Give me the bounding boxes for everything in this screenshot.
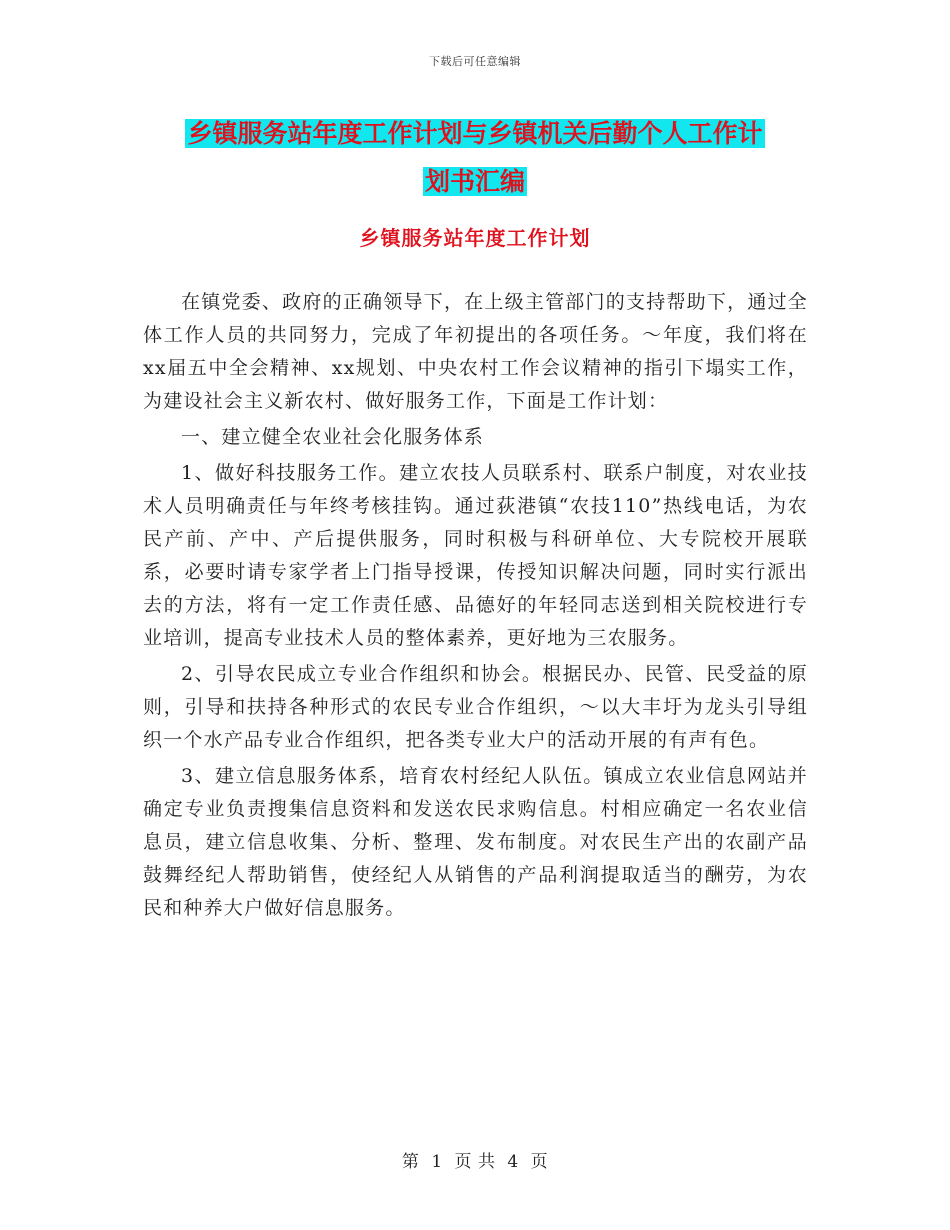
- paragraph-intro: 在镇党委、政府的正确领导下，在上级主管部门的支持帮助下，通过全体工作人员的共同努力，完成了年初提出的各项任务。～年度，我们将在xx届五中全会精神、xx规划、中央农村工作会议精神的指引下塌实工作，为建设社会主义新农村、做好服务工作，下面是工作计划：: [143, 291, 808, 412]
- document-body: [143, 286, 808, 928]
- footer-suffix: 页: [530, 1152, 549, 1172]
- header-note: 下载后可任意编辑: [429, 55, 521, 68]
- document-title: [140, 110, 810, 206]
- footer-middle: 页 共: [454, 1152, 496, 1172]
- paragraph-item-2: 2、引导农民成立专业合作组织和协会。根据民办、民管、民受益的原则，引导和扶持各种形式的农民专业合作组织，～以大丰圩为龙头引导组织一个水产品专业合作组织，把各类专业大户的活动开展的有声有色。: [143, 663, 808, 751]
- document-title-line-2: 划书汇编: [424, 167, 525, 196]
- footer-total-pages: 4: [507, 1152, 519, 1172]
- paragraph-item-1: 1、做好科技服务工作。建立农技人员联系村、联系户制度，对农业技术人员明确责任与年终考核挂钩。通过荻港镇“农技110”热线电话，为农民产前、产中、产后提供服务，同时积极与科研单位、大专院校开展联系，必要时请专家学者上门指导授课，传授知识解决问题，同时实行派出去的方法，将有一定工作责任感、品德好的年轻同志送到相关院校进行专业培训，提高专业技术人员的整体素养，更好地为三农服务。: [143, 462, 808, 649]
- document-title-line-1: 乡镇服务站年度工作计划与乡镇机关后勤个人工作计: [187, 119, 763, 148]
- footer-prefix: 第: [401, 1152, 420, 1172]
- page-footer: [0, 1147, 950, 1172]
- footer-page-number: 1: [431, 1152, 443, 1172]
- section-title: 乡镇服务站年度工作计划: [359, 226, 591, 250]
- paragraph-heading-1: 一、建立健全农业社会化服务体系: [181, 426, 485, 448]
- paragraph-item-3: 3、建立信息服务体系，培育农村经纪人队伍。镇成立农业信息网站并确定专业负责搜集信息资料和发送农民求购信息。村相应确定一名农业信息员，建立信息收集、分析、整理、发布制度。对农民生产出的农副产品鼓舞经纪人帮助销售，使经纪人从销售的产品利润提取适当的酬劳，为农民和种养大户做好信息服务。: [143, 765, 808, 919]
